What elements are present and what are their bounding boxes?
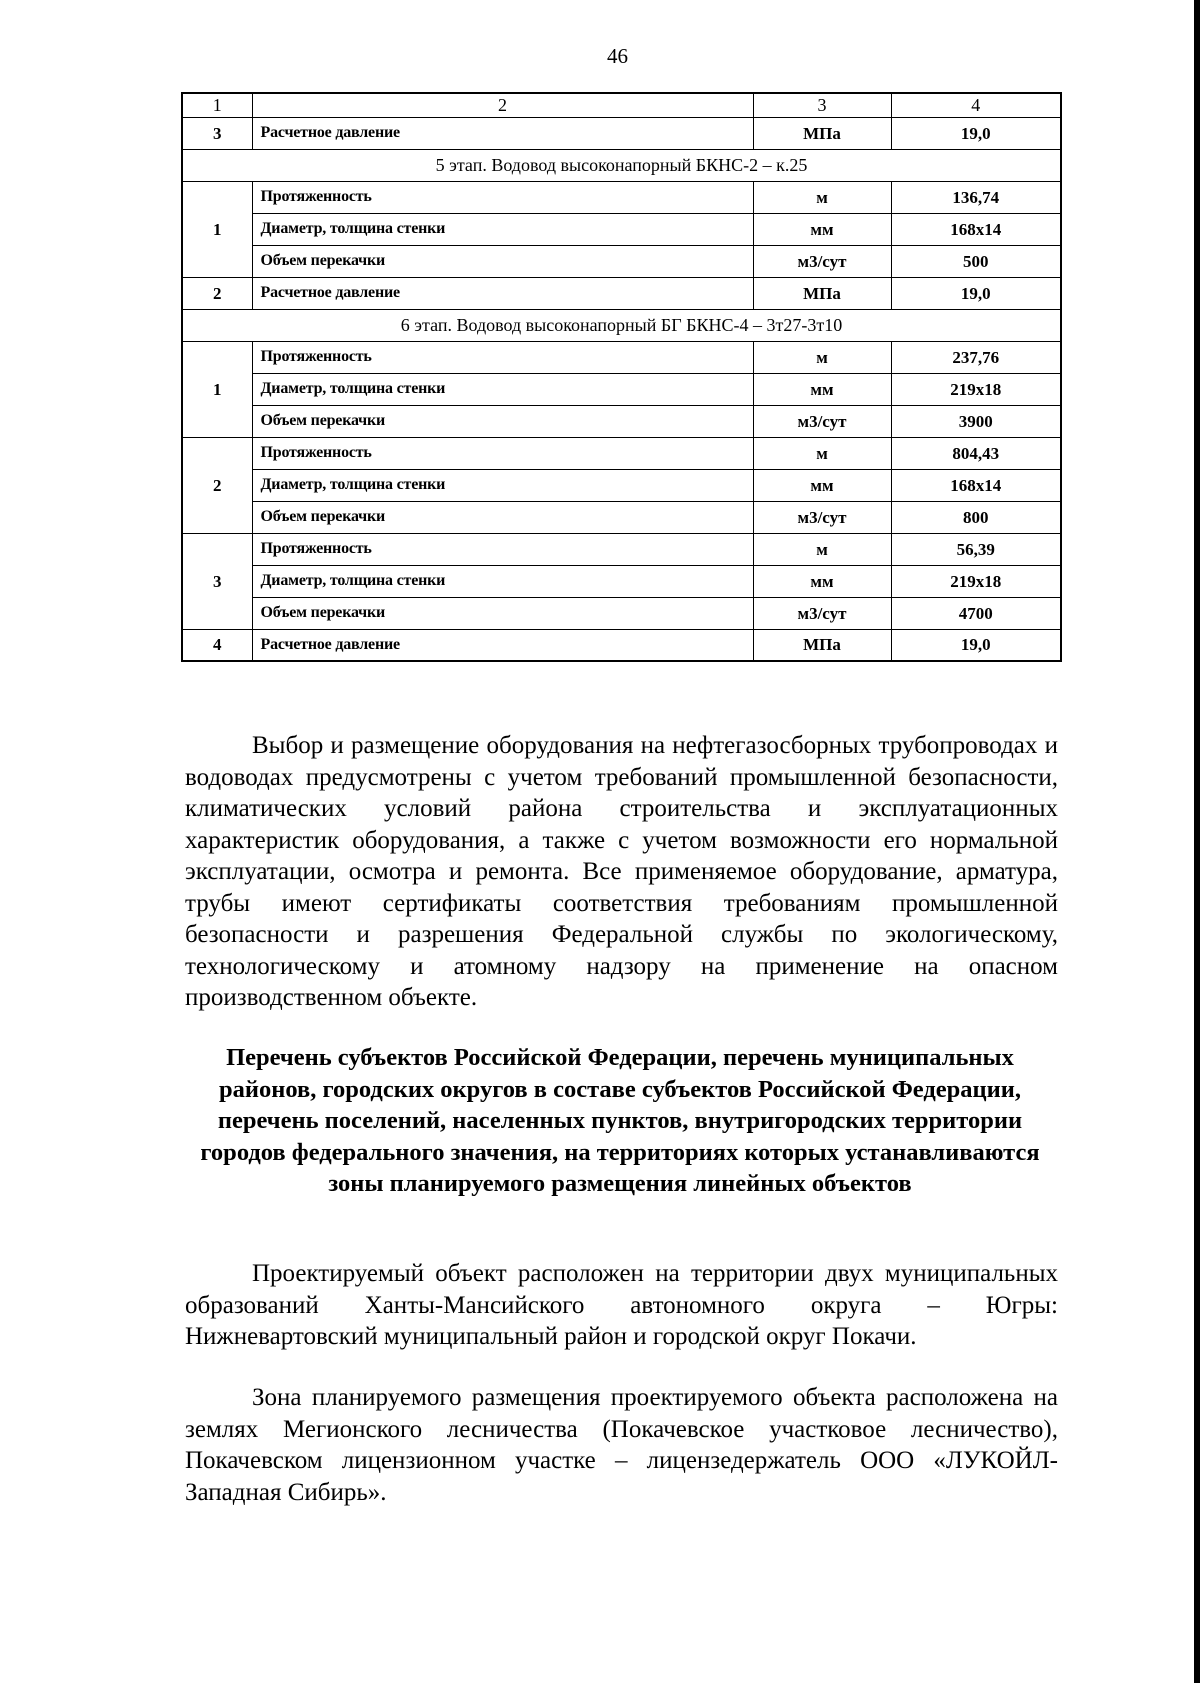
object-location-paragraph: Проектируемый объект расположен на территории двух муниципальных образований Ханты-Мансийского автономного округа – Югры: Нижневартовский муниципальный район и городской округ Покачи. <box>185 1260 1058 1350</box>
unit-cell: м3/сут <box>753 245 891 277</box>
parameter-label: Объем перекачки <box>252 597 753 629</box>
parameter-label: Протяженность <box>252 533 753 565</box>
header-cell: 4 <box>891 93 1061 117</box>
unit-cell: м3/сут <box>753 501 891 533</box>
row-number: 4 <box>182 629 252 661</box>
parameter-label: Расчетное давление <box>252 277 753 309</box>
pipeline-parameters-table <box>181 92 1062 662</box>
parameter-label: Объем перекачки <box>252 501 753 533</box>
value-cell: 56,39 <box>891 533 1061 565</box>
table-row <box>182 629 1061 661</box>
value-cell: 19,0 <box>891 117 1061 149</box>
unit-cell: мм <box>753 373 891 405</box>
table-row <box>182 373 1061 405</box>
stage-title-row <box>182 149 1061 181</box>
header-cell: 3 <box>753 93 891 117</box>
parameter-label: Протяженность <box>252 437 753 469</box>
value-cell: 500 <box>891 245 1061 277</box>
unit-cell: мм <box>753 565 891 597</box>
unit-cell: мм <box>753 469 891 501</box>
value-cell: 19,0 <box>891 277 1061 309</box>
parameter-label: Расчетное давление <box>252 629 753 661</box>
parameter-label: Диаметр, толщина стенки <box>252 565 753 597</box>
table-row <box>182 245 1061 277</box>
unit-cell: м <box>753 437 891 469</box>
stage-title: 5 этап. Водовод высоконапорный БКНС-2 – к.25 <box>182 149 1061 181</box>
page-number: 46 <box>607 44 628 68</box>
stage-title: 6 этап. Водовод высоконапорный БГ БКНС-4 – 3т27-3т10 <box>182 309 1061 341</box>
header-cell: 2 <box>252 93 753 117</box>
parameter-label: Объем перекачки <box>252 245 753 277</box>
value-cell: 168x14 <box>891 469 1061 501</box>
table-row <box>182 277 1061 309</box>
parameter-label: Диаметр, толщина стенки <box>252 469 753 501</box>
placement-zone-paragraph: Зона планируемого размещения проектируемого объекта расположена на землях Мегионского лесничества (Покачевское участковое лесничество), Покачевском лицензионном участке – лицензедержатель ООО «ЛУКОЙЛ-Западная Сибирь». <box>185 1384 1058 1506</box>
equipment-selection-paragraph: Выбор и размещение оборудования на нефтегазосборных трубопроводах и водоводах предусмотрены с учетом требований промышленной безопасности, климатических условий района строительства и эксплуатационных характеристик оборудования, а также с учетом возможности его нормальной эксплуатации, осмотра и ремонта. Все применяемое оборудование, арматура, трубы имеют сертификаты соответствия требованиям промышленной безопасности и разрешения Федеральной службы по экологическому, технологическому и атомному надзору на применение на опасном производственном объекте. <box>185 732 1058 1011</box>
parameter-label: Объем перекачки <box>252 405 753 437</box>
header-cell: 1 <box>182 93 252 117</box>
table-row <box>182 181 1061 213</box>
table-row <box>182 341 1061 373</box>
parameter-label: Протяженность <box>252 341 753 373</box>
value-cell: 237,76 <box>891 341 1061 373</box>
value-cell: 804,43 <box>891 437 1061 469</box>
value-cell: 19,0 <box>891 629 1061 661</box>
table-row <box>182 501 1061 533</box>
table-row <box>182 213 1061 245</box>
unit-cell: МПа <box>753 117 891 149</box>
table-row <box>182 597 1061 629</box>
row-number: 2 <box>182 437 252 533</box>
unit-cell: м <box>753 341 891 373</box>
row-number: 2 <box>182 277 252 309</box>
table-row <box>182 405 1061 437</box>
stage-title-row <box>182 309 1061 341</box>
unit-cell: МПа <box>753 277 891 309</box>
value-cell: 219x18 <box>891 373 1061 405</box>
value-cell: 136,74 <box>891 181 1061 213</box>
table-row <box>182 533 1061 565</box>
row-number: 1 <box>182 181 252 277</box>
parameter-label: Диаметр, толщина стенки <box>252 213 753 245</box>
scan-edge-border <box>1194 0 1200 1683</box>
table-row <box>182 117 1061 149</box>
unit-cell: м <box>753 181 891 213</box>
section-heading: Перечень субъектов Российской Федерации, перечень муниципальных районов, городских округов в составе субъектов Российской Федерации, перечень поселений, населенных пунктов, внутригородских территории городов федерального значения, на территориях которых устанавливаются зоны планируемого размещения линейных объектов <box>200 1044 1040 1197</box>
table-row <box>182 437 1061 469</box>
parameter-label: Протяженность <box>252 181 753 213</box>
row-number: 3 <box>182 117 252 149</box>
value-cell: 3900 <box>891 405 1061 437</box>
parameter-label: Расчетное давление <box>252 117 753 149</box>
table-header-row <box>182 93 1061 117</box>
unit-cell: мм <box>753 213 891 245</box>
value-cell: 219x18 <box>891 565 1061 597</box>
unit-cell: м <box>753 533 891 565</box>
value-cell: 800 <box>891 501 1061 533</box>
table-row <box>182 565 1061 597</box>
unit-cell: м3/сут <box>753 597 891 629</box>
value-cell: 168x14 <box>891 213 1061 245</box>
row-number: 3 <box>182 533 252 629</box>
unit-cell: м3/сут <box>753 405 891 437</box>
parameter-label: Диаметр, толщина стенки <box>252 373 753 405</box>
table-row <box>182 469 1061 501</box>
unit-cell: МПа <box>753 629 891 661</box>
row-number: 1 <box>182 341 252 437</box>
value-cell: 4700 <box>891 597 1061 629</box>
